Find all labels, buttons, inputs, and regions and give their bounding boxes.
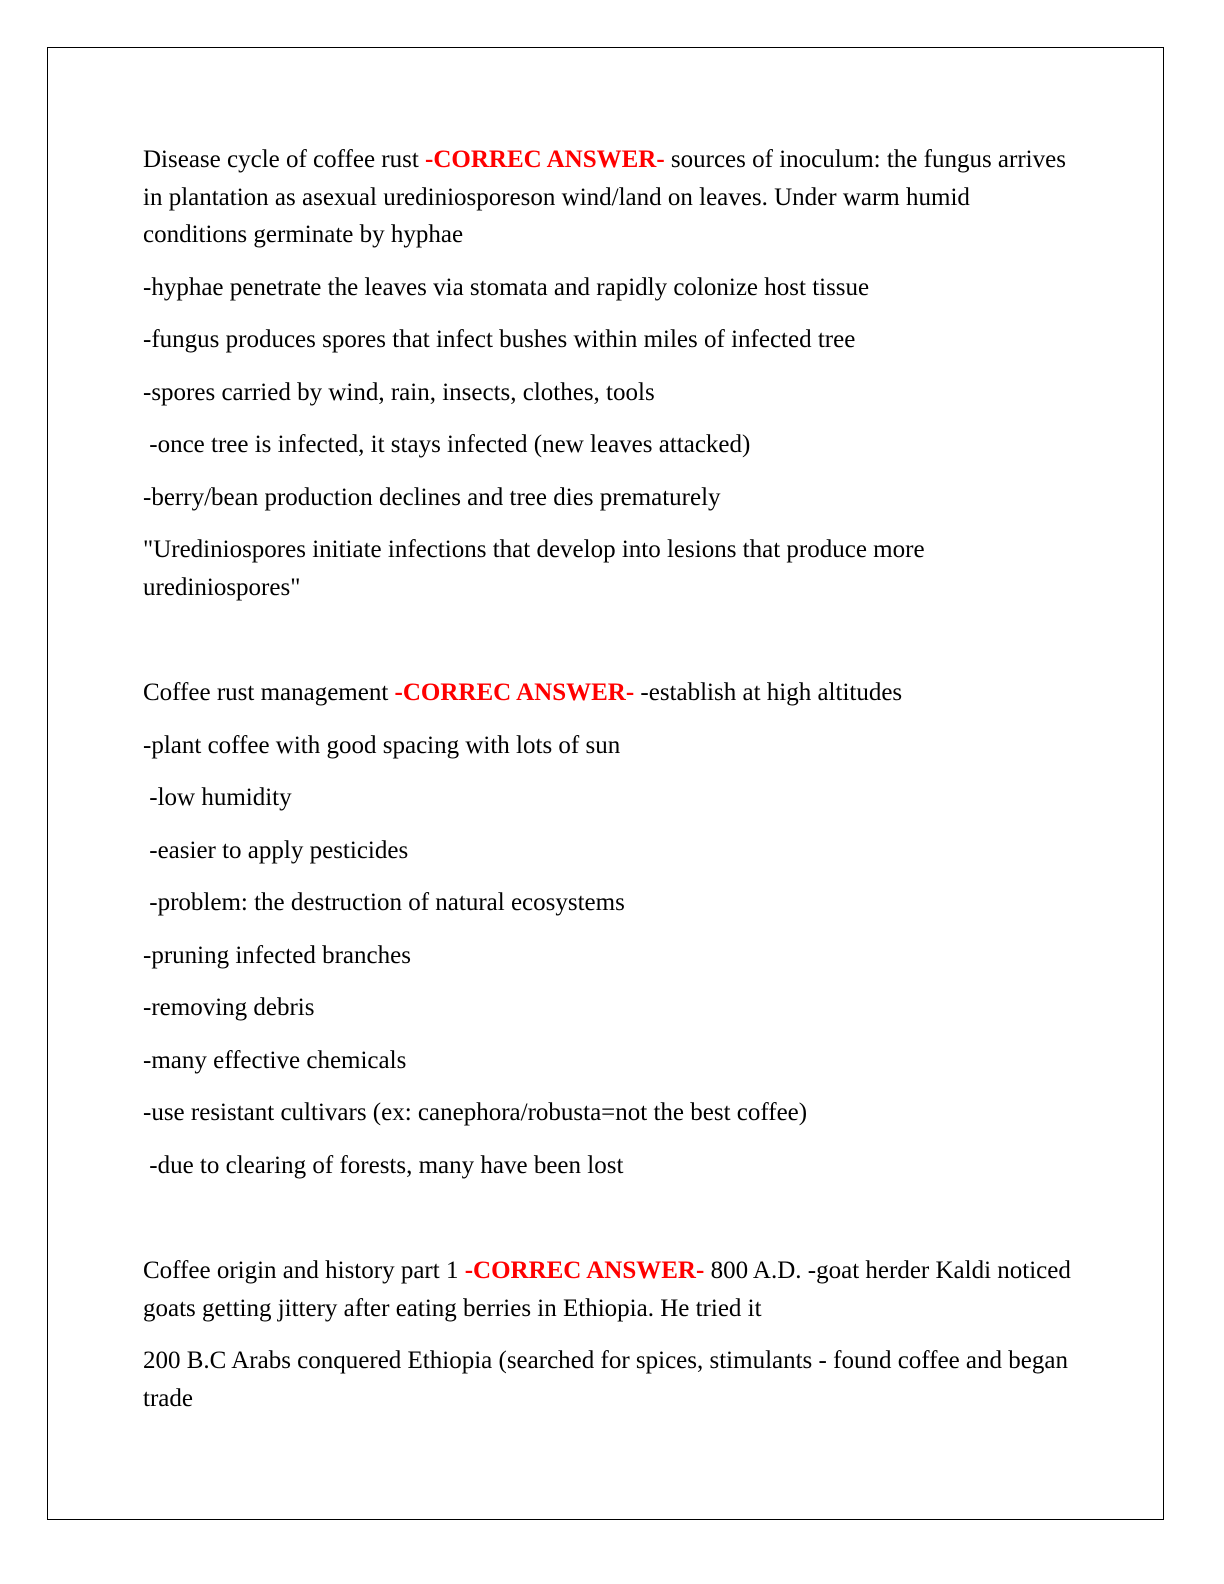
answer-line: -once tree is infected, it stays infected (new leaves attacked) [143,431,751,458]
answer-text: sources of inoculum: the fungus arrives in plantation as asexual urediniosporeson wind/land on leaves. Under warm humid conditions germinate by hyphae [143,146,1066,248]
answer-line: -hyphae penetrate the leaves via stomata and rapidly colonize host tissue [143,273,870,301]
answer-line: -fungus produces spores that infect bushes within miles of infected tree [143,326,856,353]
answer-line: -low humidity [143,784,292,811]
answer-line: -use resistant cultivars (ex: canephora/robusta=not the best coffee) [143,1099,808,1126]
answer-line: -problem: the destruction of natural ecosystems [143,889,625,916]
answer-tag: -CORREC ANSWER- [425,146,665,173]
qa-item [143,141,1073,606]
qa-first-line [143,674,1073,712]
answer-line: "Urediniospores initiate infections that develop into lesions that produce more urediniospores" [143,536,925,601]
answer-text: 800 A.D. -goat herder Kaldi noticed goats getting jittery after eating berries in Ethiopia. He tried it [143,1257,1071,1322]
qa-first-line [143,1252,1073,1327]
answer-text: -establish at high altitudes [640,679,903,706]
answer-line: 200 B.C Arabs conquered Ethiopia (searched for spices, stimulants - found coffee and began trade [143,1347,1068,1412]
question-text: Coffee origin and history part 1 [143,1257,459,1284]
qa-item [143,1252,1073,1417]
answer-line: -easier to apply pesticides [143,836,409,864]
answer-line: -many effective chemicals [143,1046,407,1074]
answer-line: -due to clearing of forests, many have been lost [143,1151,624,1179]
question-text: Coffee rust management [143,679,389,706]
answer-line: -plant coffee with good spacing with lots of sun [143,731,621,759]
document-content [143,141,1073,1432]
answer-line: -pruning infected branches [143,941,411,969]
answer-line: -berry/bean production declines and tree dies prematurely [143,483,721,511]
answer-line: -removing debris [143,994,315,1021]
question-text: Disease cycle of coffee rust [143,146,419,173]
answer-tag: -CORREC ANSWER- [464,1257,705,1284]
answer-tag: -CORREC ANSWER- [394,679,635,706]
qa-first-line [143,141,1073,254]
qa-item [143,674,1073,1184]
answer-line: -spores carried by wind, rain, insects, clothes, tools [143,378,655,406]
